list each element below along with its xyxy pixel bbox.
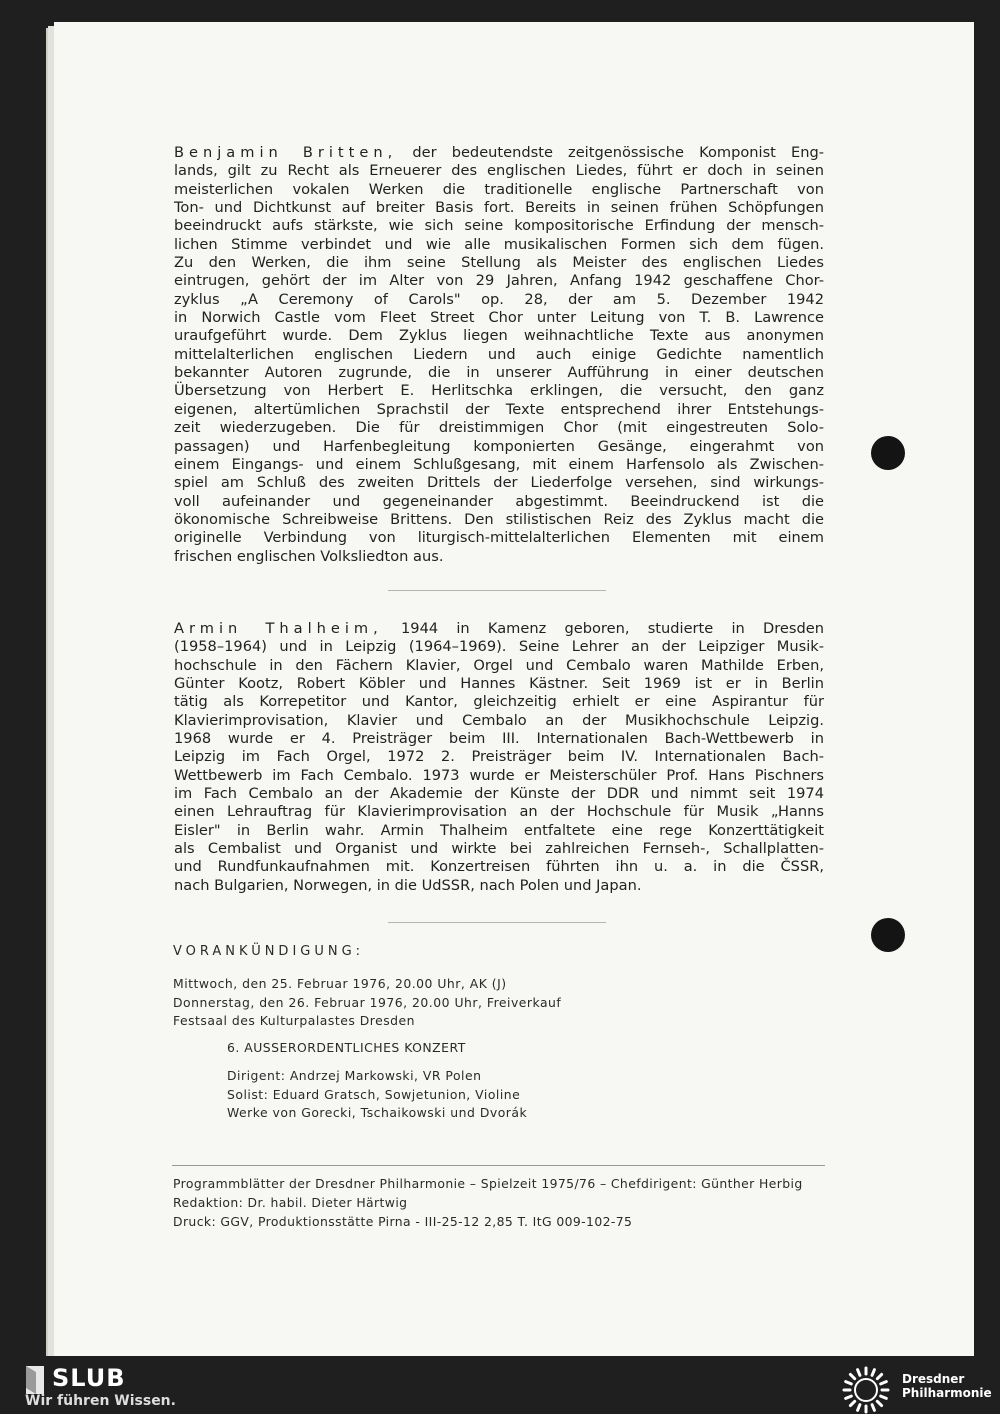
- text-line: passagen) und Harfenbegleitung komponierten Gesänge, eingerahmt von: [174, 437, 824, 455]
- text-line: beeindruckt aufs stärkste, wie sich seine kompositorische Erfindung der mensch-: [174, 217, 824, 235]
- text-line: 1968 wurde er 4. Preisträger beim III. Internationalen Bach-Wettbewerb in: [174, 730, 824, 748]
- concert-title-text: 6. AUSSERORDENTLICHES KONZERT: [227, 1040, 466, 1055]
- library-tagline: Wir führen Wissen.: [25, 1393, 176, 1409]
- text-line: einem Eingangs- und einem Schlußgesang, mit einem Harfensolo als Zwischen-: [174, 455, 824, 473]
- text-line: [174, 620, 824, 638]
- text-line: Wettbewerb im Fach Cembalo. 1973 wurde er Meisterschüler Prof. Hans Pischners: [174, 766, 824, 784]
- text-line: Ton- und Dichtkunst auf breiter Basis fort. Bereits in seinen frühen Schöpfungen: [174, 199, 824, 217]
- text-line: lichen Stimme verbindet und wie alle musikalischen Formen sich dem fügen.: [174, 235, 824, 253]
- composer-name: Benjamin Britten,: [174, 144, 398, 161]
- performer-name: Armin Thalheim,: [174, 620, 383, 637]
- text-line: meisterlichen vokalen Werken die traditionelle englische Partnerschaft von: [174, 180, 824, 198]
- orchestra-name-line: Philharmonie: [902, 1386, 992, 1400]
- section-divider: [388, 590, 606, 591]
- punch-hole-lower: [871, 918, 905, 952]
- text-line: tätig als Korrepetitor und Kantor, gleichzeitig erhielt er eine Aspirantur für: [174, 693, 824, 711]
- orchestra-logo-icon: [842, 1366, 890, 1414]
- branding-bar: [0, 1356, 1000, 1411]
- text-fragment: 1944 in Kamenz geboren, studierte in Dresden: [382, 620, 825, 637]
- text-line: [174, 144, 824, 162]
- text-line: Günter Kootz, Robert Köbler und Hannes Kästner. Seit 1969 ist er in Berlin: [174, 675, 824, 693]
- text-line: spiel am Schluß des zweiten Drittels der Liederfolge versehen, sind wirkungs-: [174, 474, 824, 492]
- concert-detail: Werke von Gorecki, Tschaikowski und Dvorák: [227, 1105, 528, 1120]
- orchestra-name: [902, 1372, 992, 1400]
- britten-paragraph: [174, 144, 824, 566]
- text-line: zyklus „A Ceremony of Carols" op. 28, der am 5. Dezember 1942: [174, 290, 824, 308]
- text-line: (1958–1964) und in Leipzig (1964–1969). Seine Lehrer an der Leipziger Musik-: [174, 638, 824, 656]
- text-line: und Rundfunkaufnahmen mit. Konzertreisen führten ihn u. a. in die ČSSR,: [174, 858, 824, 876]
- text-line: originelle Verbindung von liturgisch-mittelalterlichen Elementen mit einem: [174, 529, 824, 547]
- text-line: Leipzig im Fach Orgel, 1972 2. Preisträger beim IV. Internationalen Bach-: [174, 748, 824, 766]
- text-line: ökonomische Schreibweise Brittens. Den stilistischen Reiz des Zyklus macht die: [174, 510, 824, 528]
- text-line: nach Bulgarien, Norwegen, in die UdSSR, nach Polen und Japan.: [174, 876, 642, 894]
- text-line: eintrugen, gehört der im Alter von 29 Jahren, Anfang 1942 geschaffene Chor-: [174, 272, 824, 290]
- text-line: uraufgeführt wurde. Dem Zyklus liegen weihnachtliche Texte aus anonymen: [174, 327, 824, 345]
- text-line: mittelalterlichen englischen Liedern und auch einige Gedichte namentlich: [174, 345, 824, 363]
- text-line: zeit wiederzugeben. Die für dreistimmigen Chor (mit eingestreuten Solo-: [174, 419, 824, 437]
- text-line: in Norwich Castle vom Fleet Street Chor unter Leitung von T. B. Lawrence: [174, 309, 824, 327]
- text-line: Eisler" in Berlin wahr. Armin Thalheim entfaltete eine rege Konzerttätigkeit: [174, 821, 824, 839]
- text-line: im Fach Cembalo an der Akademie der Künste der DDR und nimmt seit 1974: [174, 785, 824, 803]
- text-line: einen Lehrauftrag für Klavierimprovisation an der Hochschule für Musik „Hanns: [174, 803, 824, 821]
- text-line: Zu den Werken, die ihm seine Stellung als Meister des englischen Liedes: [174, 254, 824, 272]
- announcement-line: Festsaal des Kulturpalastes Dresden: [173, 1013, 416, 1028]
- text-fragment: der bedeutendste zeitgenössische Komponist Eng-: [397, 144, 825, 161]
- imprint-line: Druck: GGV, Produktionsstätte Pirna - III-25-12 2,85 T. ItG 009-102-75: [173, 1214, 633, 1229]
- imprint-line: Redaktion: Dr. habil. Dieter Härtwig: [173, 1195, 408, 1210]
- announcement-dates: [173, 975, 561, 1031]
- slub-logo-icon: [24, 1366, 46, 1394]
- concert-detail: Dirigent: Andrzej Markowski, VR Polen: [227, 1068, 482, 1083]
- section-divider: [388, 922, 606, 923]
- footer-divider: [172, 1165, 825, 1166]
- text-line: hochschule in den Fächern Klavier, Orgel und Cembalo waren Mathilde Erben,: [174, 656, 824, 674]
- imprint: [173, 1174, 803, 1231]
- text-line: frischen englischen Volksliedton aus.: [174, 547, 444, 565]
- announcement-line: Donnerstag, den 26. Februar 1976, 20.00 Uhr, Freiverkauf: [173, 994, 562, 1010]
- punch-hole-upper: [871, 436, 905, 470]
- text-line: eigenen, altertümlichen Sprachstil der Texte entsprechend ihrer Entstehungs-: [174, 400, 824, 418]
- concert-details: [227, 1067, 527, 1123]
- text-line: als Cembalist und Organist und wirkte bei zahlreichen Fernseh-, Schallplatten-: [174, 840, 824, 858]
- text-line: Klavierimprovisation, Klavier und Cembalo an der Musikhochschule Leipzig.: [174, 711, 824, 729]
- text-line: bekannter Autoren zugrunde, die in unserer Aufführung in einer deutschen: [174, 364, 824, 382]
- orchestra-name-line: Dresdner: [902, 1372, 965, 1386]
- announcement-line: Mittwoch, den 25. Februar 1976, 20.00 Uhr, AK (J): [173, 976, 507, 991]
- announcement-title: VORANKÜNDIGUNG:: [173, 944, 365, 959]
- thalheim-paragraph: [174, 620, 824, 895]
- concert-title: [227, 1039, 466, 1058]
- concert-detail: Solist: Eduard Gratsch, Sowjetunion, Violine: [227, 1086, 521, 1102]
- imprint-line: Programmblätter der Dresdner Philharmonie – Spielzeit 1975/76 – Chefdirigent: Günther Herbig: [173, 1176, 803, 1191]
- text-line: voll aufeinander und gegeneinander abgestimmt. Beeindruckend ist die: [174, 492, 824, 510]
- text-line: lands, gilt zu Recht als Erneuerer des englischen Liedes, führt er doch in seinen: [174, 162, 824, 180]
- library-name: SLUB: [52, 1364, 126, 1392]
- text-line: Übersetzung von Herbert E. Herlitschka erklingen, die versucht, den ganz: [174, 382, 824, 400]
